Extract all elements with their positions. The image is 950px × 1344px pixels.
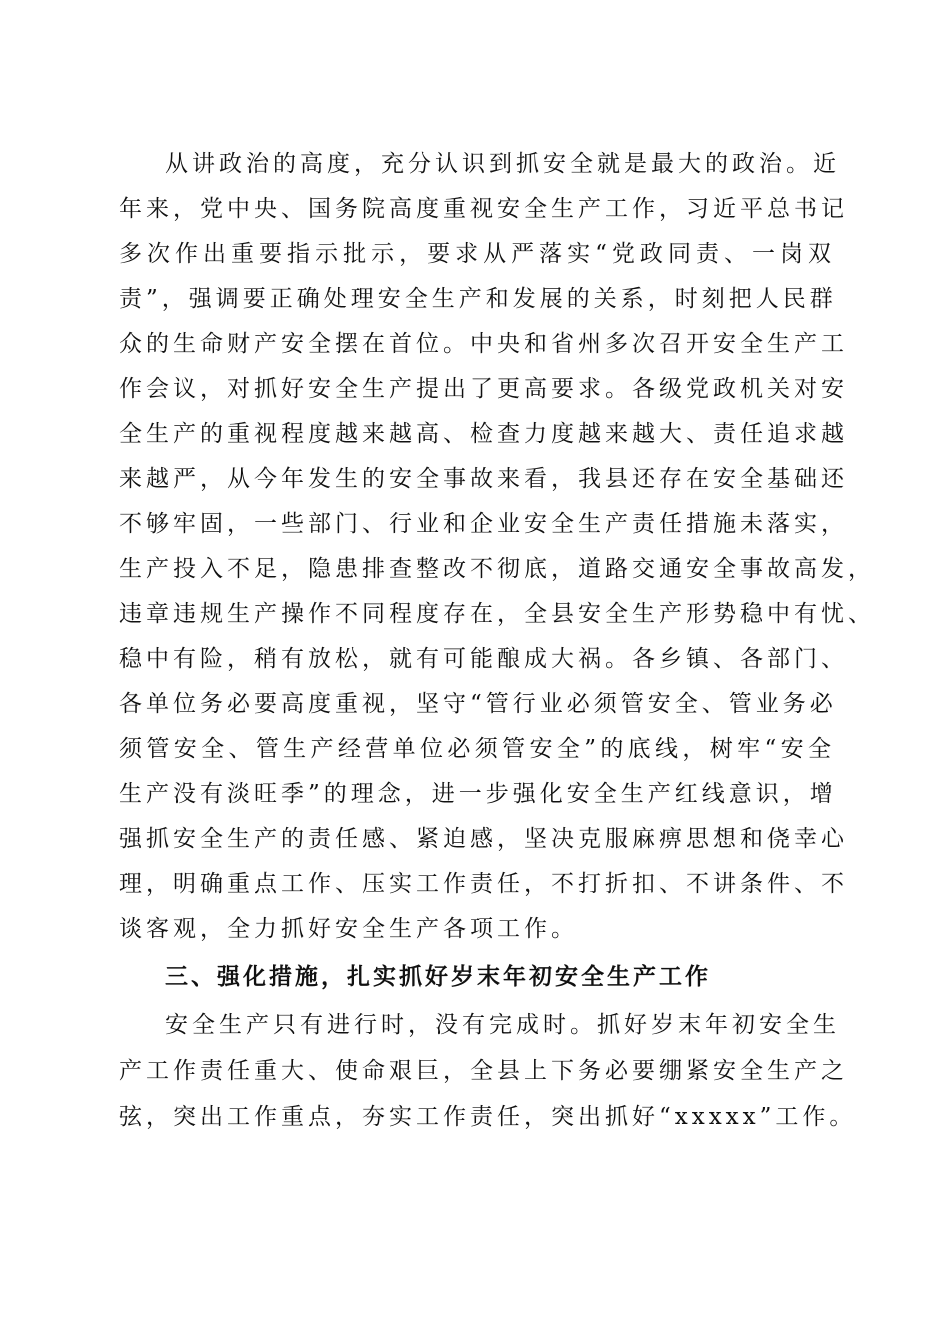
paragraph-line: 责”，强调要正确处理安全生产和发展的关系，时刻把人民群 [119, 286, 837, 312]
paragraph-line: 产工作责任重大、使命艰巨，全县上下务必要绷紧安全生产之 [119, 1058, 848, 1084]
section-heading-3: 三、强化措施，扎实抓好岁末年初安全生产工作 [165, 964, 711, 990]
paragraph-line: 从讲政治的高度，充分认识到抓安全就是最大的政治。近 [165, 151, 840, 177]
paragraph-line: 年来，党中央、国务院高度重视安全生产工作，习近平总书记 [119, 196, 848, 222]
paragraph-line: 生产没有淡旺季”的理念，进一步强化安全生产红线意识，增 [119, 781, 837, 807]
paragraph-line: 作会议，对抓好安全生产提出了更高要求。各级党政机关对安 [119, 376, 848, 402]
paragraph-line: 来越严，从今年发生的安全事故来看，我县还存在安全基础还 [119, 466, 848, 492]
paragraph-political-safety [119, 142, 875, 952]
document-body [119, 142, 875, 1140]
paragraph-line: 须管安全、管生产经营单位必须管安全”的底线，树牢“安全 [119, 736, 835, 762]
paragraph-year-end-safety [119, 1002, 857, 1140]
paragraph-line: 稳中有险，稍有放松，就有可能酿成大祸。各乡镇、各部门、 [119, 646, 848, 672]
paragraph-line: 生产投入不足，隐患排查整改不彻底，道路交通安全事故高发， [119, 556, 875, 582]
paragraph-line: 强抓安全生产的责任感、紧迫感，坚决克服麻痹思想和侥幸心 [119, 826, 848, 852]
paragraph-line: 各单位务必要高度重视，坚守“管行业必须管安全、管业务必 [119, 691, 837, 717]
paragraph-line: 多次作出重要指示批示，要求从严落实“党政同责、一岗双 [119, 241, 835, 267]
paragraph-line: 安全生产只有进行时，没有完成时。抓好岁末年初安全生 [165, 1012, 840, 1038]
paragraph-line: 理，明确重点工作、压实工作责任，不打折扣、不讲条件、不 [119, 871, 848, 897]
paragraph-line: 不够牢固，一些部门、行业和企业安全生产责任措施未落实， [119, 511, 848, 537]
paragraph-line: 弦，突出工作重点，夯实工作责任，突出抓好“xxxxx”工作。 [119, 1104, 857, 1130]
paragraph-line: 违章违规生产操作不同程度存在，全县安全生产形势稳中有忧、 [119, 601, 875, 627]
paragraph-line: 谈客观，全力抓好安全生产各项工作。 [119, 916, 578, 942]
paragraph-line: 全生产的重视程度越来越高、检查力度越来越大、责任追求越 [119, 421, 848, 447]
paragraph-line: 众的生命财产安全摆在首位。中央和省州多次召开安全生产工 [119, 331, 848, 357]
